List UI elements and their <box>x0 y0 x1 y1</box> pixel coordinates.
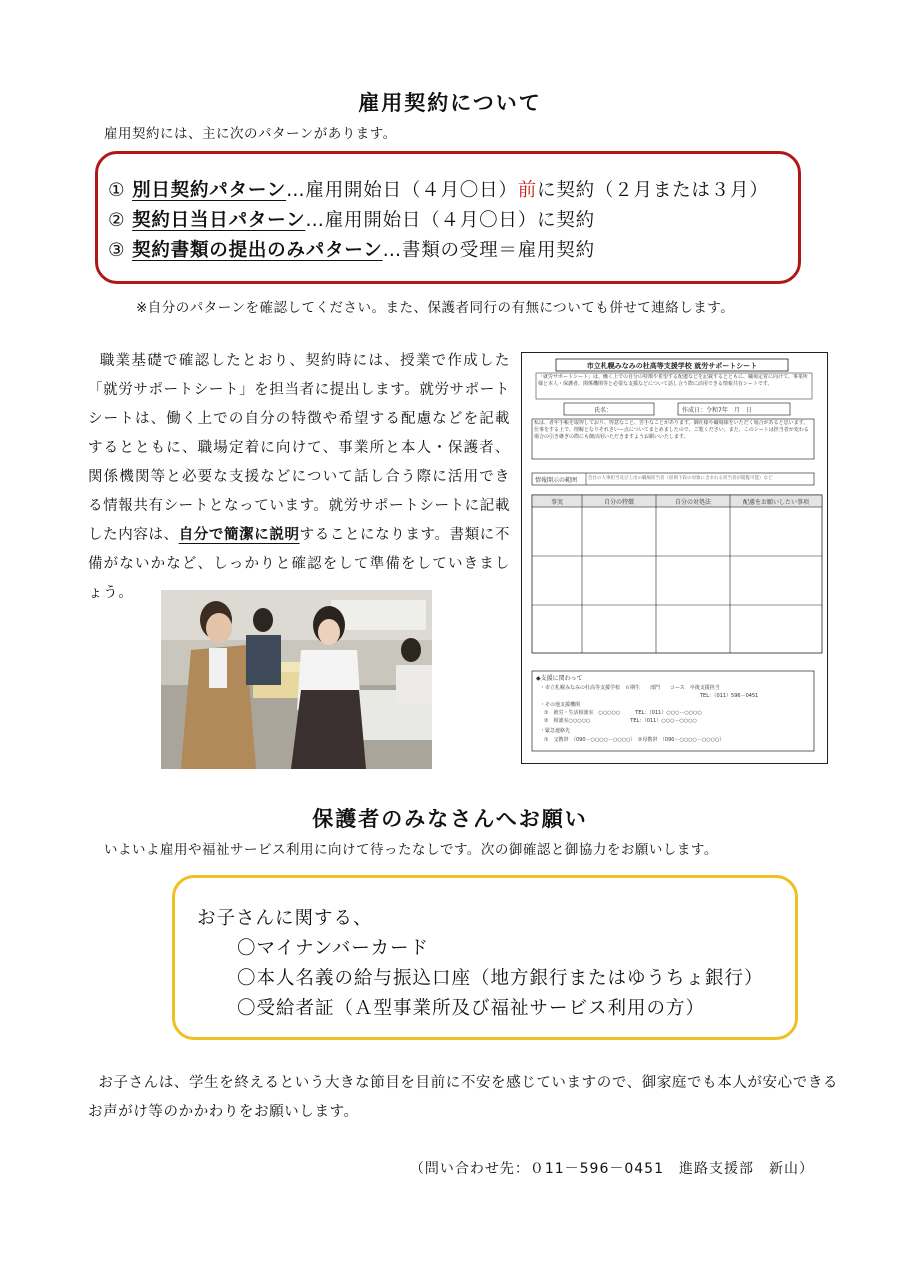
photo-illustration <box>161 590 432 769</box>
pattern-3 <box>108 236 595 262</box>
sheet-footer-emergency: ・緊急連絡先 <box>540 728 571 734</box>
request-item: 〇マイナンバーカード <box>237 938 430 959</box>
closing-text: お子さんは、学生を終えるという大きな節目を目前に不安を感じていますので、御家庭でも本人が安心できるお声がけ等のかかわりをお願いします。 <box>88 1075 839 1120</box>
pattern-name: 契約日当日パターン <box>132 210 306 231</box>
pattern-highlight: 前 <box>517 180 538 201</box>
sheet-name-label: 氏名： <box>594 407 613 414</box>
support-sheet-paragraph <box>88 347 510 608</box>
pattern-note: ※自分のパターンを確認してください。また、保護者同行の有無についても併せて連絡します。 <box>136 300 735 316</box>
sheet-footer-tel: TEL：（011）596－0451 <box>700 693 759 699</box>
sheet-disclosure-value: 会社の人事担当及び上司の職場担当者（原則下段の対象に含まれる担当者が閲覧可能）など <box>588 476 773 481</box>
request-box <box>172 875 798 1040</box>
sheet-footer-other-1: ① 就労・生活相談室 ○○○○○ TEL：（011）○○○－○○○○ <box>544 710 702 716</box>
section2-title: 保護者のみなさんへお願い <box>312 807 588 831</box>
section1-title: 雇用契約について <box>358 91 542 115</box>
pattern-number: ① <box>108 180 126 201</box>
sheet-col-header: 配慮をお願いしたい事項 <box>742 499 810 506</box>
paragraph-emphasis: 簡潔に説明 <box>224 527 300 543</box>
paragraph-text-tail: することになります。書類に不備がないかなど、しっかりと確認をして準備をしていきましょう。 <box>88 527 510 601</box>
sheet-disclosure-label: 情報開示の範囲 <box>535 477 578 484</box>
pattern-number: ③ <box>108 240 126 261</box>
sheet-footer-emergency-1: ① 父携帯 （090－○○○○－○○○○） ②母携帯 （090－○○○○－○○○○） <box>544 737 725 743</box>
pattern-name: 契約書類の提出のみパターン <box>132 240 383 261</box>
section1-intro: 雇用契約には、主に次のパターンがあります。 <box>104 126 397 142</box>
sheet-notice: 私は、者年手帳を取得しており、得意なこと、苦手なことがあります。御社様や職場様をいただく場合があると思います。仕事をする上で、理解となりそれさいー点についてまとめましたので、ご覧ください。また、このシートは担当者が変わる場合の引き継ぎの際にも御活用いただきますようお願いいたします。 <box>534 420 809 440</box>
request-item: 〇本人名義の給与振込口座（地方銀行またはゆうちょ銀行） <box>237 968 764 989</box>
pattern-name: 別日契約パターン <box>132 180 287 201</box>
sheet-footer-other-2: ② 相談室○○○○○ TEL：（011）○○○－○○○○ <box>544 718 697 724</box>
request-item: 〇受給者証（Ａ型事業所及び福祉サービス利用の方） <box>237 998 706 1019</box>
sheet-footer-school: ・市立札幌みなみの杜高等支援学校 ６期生 部門 コース 卒後支援担当 <box>540 685 720 691</box>
pattern-text: …書類の受理＝雇用契約 <box>382 240 595 261</box>
section2-intro: いよいよ雇用や福祉サービス利用に向けて待ったなしです。次の御確認と御協力をお願いします。 <box>104 842 718 858</box>
closing-paragraph <box>88 1069 848 1127</box>
sheet-date-label: 作成日：令和7年 月 日 <box>682 407 752 414</box>
contract-photo <box>161 590 432 769</box>
paragraph-text: 職業基礎で確認したとおり、契約時には、授業で作成した「就労サポートシート」を担当者に提出します。就労サポートシートは、働く上での自分の特徴や希望する配慮などを記載するとともに、職場定着に向けて、事業所と本人・保護者、関係機関等と必要な支援などについて話し合う際に活用できる情報共有シートとなっています。就労サポートシートに記載した内容は、 <box>88 353 510 543</box>
sheet-footer-title: ◆支援に関わって <box>536 675 583 682</box>
sheet-title: 市立札幌みなみの杜高等支援学校 就労サポートシート <box>586 362 758 370</box>
pattern-2 <box>108 206 595 232</box>
patterns-box <box>95 151 801 284</box>
pattern-text: …雇用開始日（４月〇日）に契約 <box>305 210 595 231</box>
sheet-footer-other: ・その他支援機関 <box>540 702 581 708</box>
pattern-1 <box>108 176 769 202</box>
sheet-description: 「就労サポートシート」は、働く上での自分の特徴や希望する配慮などを記載するとともに、職場定着に向けて、事業所様と本人・保護者、関係機関等と必要な支援などについて話し合う際に活用できる情報共有シートです。 <box>538 374 808 387</box>
paragraph-emphasis: 自分で <box>178 527 225 543</box>
sheet-col-header: 自分の特徴 <box>603 499 635 506</box>
contact-info: （問い合わせ先：０11－596－0451 進路支援部 新山） <box>409 1161 814 1177</box>
support-sheet-image <box>521 352 828 764</box>
sheet-table <box>532 495 822 653</box>
pattern-text: …雇用開始日（４月〇日） <box>286 180 518 201</box>
sheet-col-header: 自分の対処法 <box>674 499 712 506</box>
pattern-text-tail: に契約（２月または３月） <box>537 180 769 201</box>
request-lead: お子さんに関する、 <box>197 908 373 929</box>
pattern-number: ② <box>108 210 126 231</box>
sheet-col-header: 事実 <box>550 499 564 506</box>
support-sheet-drawing <box>522 353 826 762</box>
